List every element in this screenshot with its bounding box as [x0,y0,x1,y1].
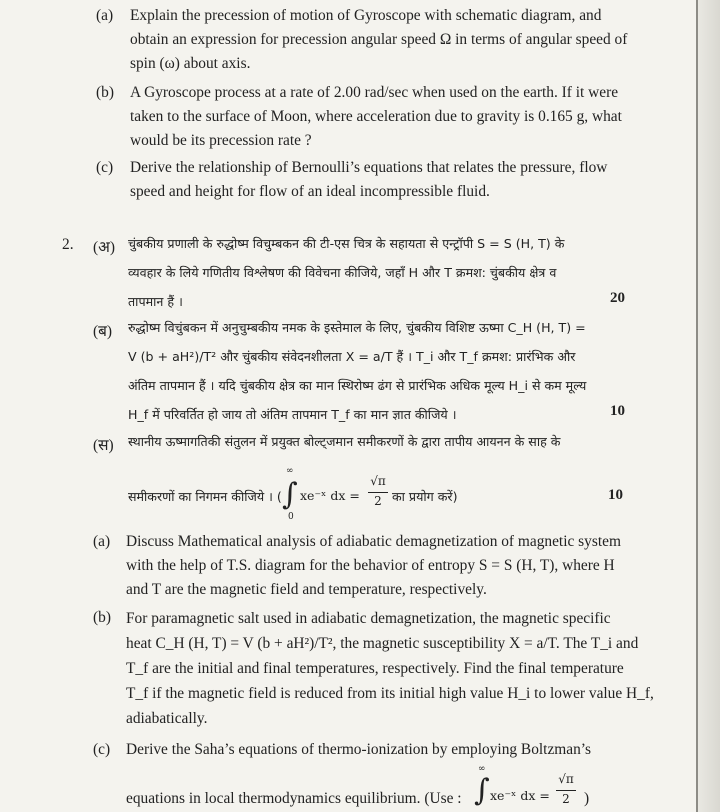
q2-hindi-b-text: रुद्धोष्म विचुंबकन में अनुचुम्बकीय नमक के इस्तेमाल के लिए, चुंबकीय विशिष्ट ऊष्मा C_H (H, T) = V (b + aH²)/T² और चुंबकीय संवेदनशीलता X = a/T हैं । T_i और T_f क्रमश: प्रारंभिक और अंतिम तापमान हैं । यदि चुंबकीय क्षेत्र का मान स्थिरोष्म ढंग से प्रारंभिक अधिक मूल्य H_i से कम मूल्य H_f में परिवर्तित हो जाय तो अंतिम तापमान T_f का मान ज्ञात कीजिये । [128,320,587,422]
integral-sign: ∫ [282,477,298,512]
q1a-text: Explain the precession of motion of Gyroscope with schematic diagram, and obtain an expression for precession angular speed Ω in terms of angular speed of spin (ω) about axis. [130,7,628,72]
q1c-text: Derive the relationship of Bernoulli’s equations that relates the pressure, flow speed and height for flow of an ideal incompressible fluid. [130,159,608,200]
fraction-denominator: 2 [374,494,382,508]
fraction-bar [556,790,576,791]
integral-sign: ∫ [474,773,490,808]
q2-hindi-c-line1: स्थानीय ऊष्मागतिकी संतुलन में प्रयुक्त बोल्ट्जमान समीकरणों के द्वारा तापीय आयनन के साह के [128,434,561,449]
integral-upper-limit: ∞ [286,466,294,476]
q2-hindi-a-marks: 20 [610,290,625,306]
english-integral-formula [474,764,584,812]
q1c-label: (c) [96,159,114,176]
integrand: xe⁻ˣ dx = [490,788,550,803]
integral-upper-limit: ∞ [478,764,486,774]
q2-hindi-a-text: चुंबकीय प्रणाली के रुद्धोष्म विचुम्बकन की टी-एस चित्र के सहायता से एन्ट्रॉपी S = S (H, T) के व्यवहार के लिये गणितीय विश्लेषण की विवेचना कीजिये, जहाँ H और T क्रमश: चुंबकीय क्षेत्र व तापमान हैं । [128,236,565,309]
integral-lower-limit: 0 [288,512,294,522]
q2-english-c-label: (c) [93,741,111,758]
q2-hindi-b-label: (ब) [93,323,113,340]
fraction-numerator: √π [370,474,386,488]
q1b-text: A Gyroscope process at a rate of 2.00 rad/sec when used on the earth. If it were taken to the surface of Moon, where acceleration due to gravity is 0.165 g, what would be its precession rate ? [130,84,622,149]
q1b-label: (b) [96,84,114,101]
q2-hindi-c-line2-pre: समीकरणों का निगमन कीजिये । ( [128,489,282,504]
integrand: xe⁻ˣ dx = [300,488,360,503]
fraction-denominator: 2 [562,792,570,806]
question-number: 2. [62,236,74,253]
q2-english-a-text: Discuss Mathematical analysis of adiabatic demagnetization of magnetic system with the help of T.S. diagram for the behavior of entropy S = S (H, T), where H and T are the magnetic field and temperature, respectively. [126,533,621,598]
q2-english-b-text: For paramagnetic salt used in adiabatic demagnetization, the magnetic specific heat C_H (H, T) = V (b + aH²)/T², the magnetic susceptibility X = a/T. The T_i and T_f are the initial and final temperatures, respectively. Find the final temperature T_f if the magnetic field is reduced from its initial high value H_i to lower value H_f, adiabatically. [126,610,654,727]
q2-hindi-a-label: (अ) [93,239,116,256]
q2-english-c-line2-pre: equations in local thermodynamics equilibrium. (Use : [126,790,462,807]
q2-hindi-c-line2-post: का प्रयोग करें) [392,489,458,504]
q2-english-c-line1: Derive the Saha’s equations of thermo-ionization by employing Boltzman’s [126,741,592,758]
fraction-numerator: √π [558,772,574,786]
q2-english-b-label: (b) [93,609,111,626]
q2-english-c-line2-post: ) [584,790,590,807]
q2-hindi-c-marks: 10 [608,487,623,503]
q1a-label: (a) [96,7,114,24]
page-edge [696,0,720,812]
q2-hindi-c-label: (स) [93,437,114,454]
fraction-bar [368,492,388,493]
q2-english-a-label: (a) [93,533,111,550]
q2-hindi-b-marks: 10 [610,403,625,419]
